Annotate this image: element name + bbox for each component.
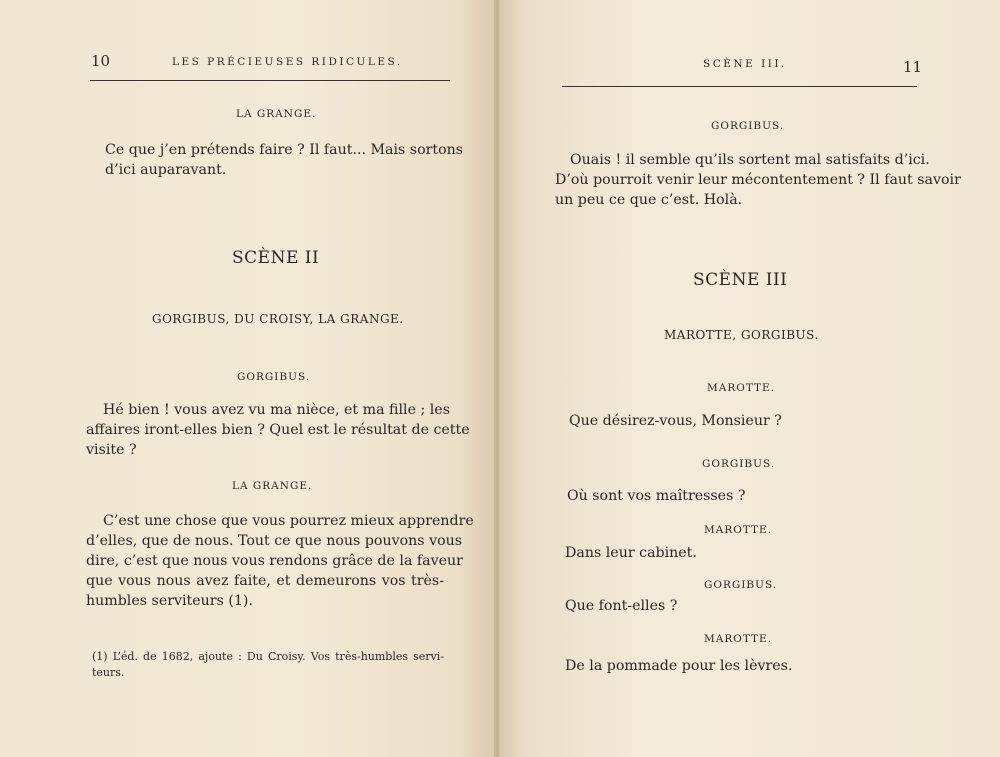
- cast-list-scene-iii: MAROTTE, GORGIBUS.: [664, 328, 819, 342]
- dialogue-la-grange-1: [105, 140, 464, 180]
- dialogue-gorgibus-1: [86, 400, 470, 460]
- speaker-gorgibus-3: GORGIBUS.: [702, 458, 776, 470]
- speaker-la-grange-2: LA GRANGE.: [232, 480, 313, 492]
- scene-title-ii: SCÈNE II: [232, 248, 320, 268]
- speaker-gorgibus-4: GORGIBUS.: [704, 579, 778, 591]
- text-line: un peu ce que c’est. Holà.: [555, 192, 743, 208]
- cast-list-scene-ii: GORGIBUS, DU CROISY, LA GRANGE.: [152, 312, 404, 326]
- dialogue-marotte-2: Dans leur cabinet.: [565, 545, 697, 561]
- right-page: [497, 0, 1000, 757]
- dialogue-gorgibus-4: Que font-elles ?: [565, 598, 678, 614]
- book-gutter: [494, 0, 500, 757]
- text-line: Ce que j’en prétends faire ? Il faut... Mais sortons: [105, 142, 464, 158]
- speaker-gorgibus-2: GORGIBUS.: [711, 120, 785, 132]
- speaker-gorgibus-1: GORGIBUS.: [237, 371, 311, 383]
- dialogue-la-grange-2: [86, 511, 474, 611]
- scene-title-iii: SCÈNE III: [693, 270, 788, 290]
- speaker-la-grange-1: LA GRANGE.: [236, 108, 317, 120]
- text-line: d’ici auparavant.: [105, 162, 227, 178]
- speaker-marotte-1: MAROTTE.: [707, 382, 776, 394]
- text-line: Ouais ! il semble qu’ils sortent mal satisfaits d’ici.: [570, 152, 930, 168]
- text-line: visite ?: [86, 442, 137, 458]
- dialogue-marotte-1: Que désirez-vous, Monsieur ?: [569, 413, 782, 429]
- header-rule-left: [90, 80, 450, 81]
- dialogue-marotte-3: De la pommade pour les lèvres.: [565, 658, 793, 674]
- text-line: dire, c’est que nous vous rendons grâce de la faveur: [86, 553, 463, 569]
- footnote-line: (1) L’éd. de 1682, ajoute : Du Croisy. Vos très-humbles servi-: [92, 650, 444, 663]
- header-rule-right: [562, 86, 917, 87]
- page-number-right: 11: [903, 58, 923, 76]
- speaker-marotte-2: MAROTTE.: [704, 524, 773, 536]
- speaker-marotte-3: MAROTTE.: [704, 633, 773, 645]
- text-line: Hé bien ! vous avez vu ma nièce, et ma fille ; les: [103, 402, 450, 418]
- text-line: C’est une chose que vous pourrez mieux apprendre: [103, 513, 474, 529]
- text-line: d’elles, que de nous. Tout ce que nous pouvons vous: [86, 533, 463, 549]
- text-line: que vous nous avez faite, et demeurons vos très-: [86, 573, 444, 589]
- text-line: D’où pourroit venir leur mécontentement ? Il faut savoir: [555, 172, 961, 188]
- running-head-left: LES PRÉCIEUSES RIDICULES.: [172, 56, 403, 68]
- dialogue-gorgibus-3: Où sont vos maîtresses ?: [567, 488, 746, 504]
- footnote: [92, 649, 444, 681]
- left-page: [0, 0, 497, 757]
- running-head-right: SCÈNE III.: [703, 58, 787, 70]
- text-line: humbles serviteurs (1).: [86, 593, 253, 609]
- text-line: affaires iront-elles bien ? Quel est le résultat de cette: [86, 422, 470, 438]
- dialogue-gorgibus-2: [555, 150, 961, 210]
- page-number-left: 10: [91, 52, 111, 70]
- footnote-line: teurs.: [92, 666, 125, 679]
